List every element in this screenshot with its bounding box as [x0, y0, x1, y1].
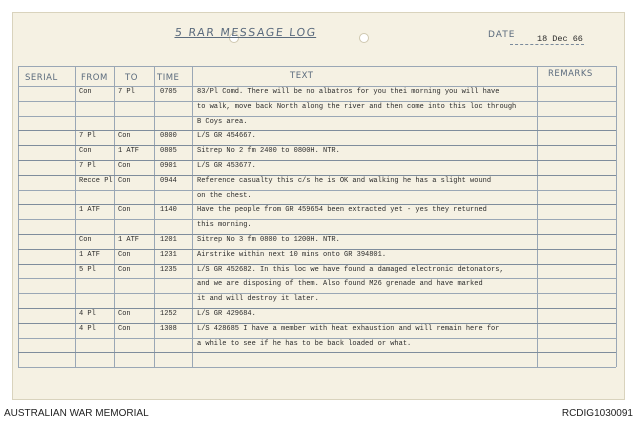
cell-from: 1 ATF	[79, 206, 101, 215]
cell-text: L/S GR 454667.	[197, 132, 256, 141]
cell-text: and we are disposing of them. Also found M26 grenade and have marked	[197, 280, 483, 289]
footer-id: RCDIG1030091	[561, 408, 633, 419]
cell-time: 0901	[160, 162, 177, 170]
cell-text: B Coys area.	[197, 117, 248, 126]
row-separator	[18, 352, 616, 353]
cell-time: 1308	[160, 324, 177, 333]
cell-time: 1140	[160, 206, 177, 215]
cell-text: to walk, move back North along the river and then come into this loc through	[197, 102, 517, 111]
cell-text: Sitrep No 2 fm 2400 to 0800H. NTR.	[197, 147, 340, 156]
cell-text: Reference casualty this c/s he is OK and walking he has a slight wound	[197, 176, 492, 185]
cell-to: 1 ATF	[118, 236, 140, 244]
cell-text: on the chest.	[197, 191, 252, 200]
row-separator	[18, 323, 616, 324]
cell-text: it and will destroy it later.	[197, 295, 319, 304]
cell-to: 1 ATF	[118, 147, 140, 156]
cell-text: Airstrike within next 10 mins onto GR 394801.	[197, 250, 387, 259]
cell-text: this morning.	[197, 221, 252, 230]
punch-hole	[359, 33, 369, 43]
cell-time: 0800	[160, 132, 177, 141]
column-divider	[616, 66, 617, 367]
cell-text: a while to see if he has to be back loaded or what.	[197, 339, 412, 348]
cell-time: 0705	[160, 88, 177, 96]
ruled-line	[18, 219, 616, 220]
page-title: 5 RAR MESSAGE LOG	[174, 26, 318, 39]
ruled-line	[18, 367, 616, 368]
cell-to: Con	[118, 250, 131, 259]
cell-to: Con	[118, 265, 131, 274]
cell-from: 7 Pl	[79, 132, 96, 141]
cell-from: Con	[79, 88, 92, 96]
ruled-line	[18, 190, 616, 191]
cell-to: 7 Pl	[118, 88, 135, 96]
cell-from: Con	[79, 236, 92, 244]
date-label: DATE	[488, 30, 516, 40]
ruled-line	[18, 293, 616, 294]
cell-from: 7 Pl	[79, 162, 96, 170]
cell-text: Have the people from GR 459654 been extracted yet - yes they returned	[197, 206, 487, 215]
cell-to: Con	[118, 324, 131, 333]
cell-text: Sitrep No 3 fm 0800 to 1200H. NTR.	[197, 236, 340, 244]
row-separator	[18, 308, 616, 309]
cell-to: Con	[118, 310, 131, 318]
column-header-to: TO	[125, 73, 138, 83]
row-separator	[18, 175, 616, 176]
cell-from: 4 Pl	[79, 324, 96, 333]
ruled-line	[18, 86, 616, 87]
cell-time: 1231	[160, 250, 177, 259]
row-separator	[18, 249, 616, 250]
ruled-line	[18, 116, 616, 117]
cell-from: 1 ATF	[79, 250, 101, 259]
cell-from: 5 Pl	[79, 265, 96, 274]
cell-from: 4 Pl	[79, 310, 96, 318]
row-separator	[18, 145, 616, 146]
cell-text: L/S GR 453677.	[197, 162, 256, 170]
row-separator	[18, 160, 616, 161]
cell-to: Con	[118, 132, 131, 141]
row-separator	[18, 234, 616, 235]
cell-to: Con	[118, 176, 131, 185]
column-header-time: TIME	[157, 73, 180, 83]
cell-text: L/S GR 452682. In this loc we have found a damaged electronic detonators,	[197, 265, 504, 274]
date-underline	[510, 44, 584, 45]
cell-text: L/S 428685 I have a member with heat exhaustion and will remain here for	[197, 324, 500, 333]
footer-source: AUSTRALIAN WAR MEMORIAL	[4, 408, 149, 419]
column-header-from: FROM	[81, 73, 108, 83]
ruled-line	[18, 101, 616, 102]
column-header-serial: SERIAL	[25, 73, 58, 83]
cell-to: Con	[118, 162, 131, 170]
ruled-line	[18, 338, 616, 339]
cell-time: 0805	[160, 147, 177, 156]
row-separator	[18, 204, 616, 205]
cell-time: 1201	[160, 236, 177, 244]
cell-to: Con	[118, 206, 131, 215]
header-rule	[18, 66, 616, 67]
cell-text: L/S GR 429684.	[197, 310, 256, 318]
cell-from: Con	[79, 147, 92, 156]
cell-time: 1235	[160, 265, 177, 274]
row-separator	[18, 130, 616, 131]
cell-time: 1252	[160, 310, 177, 318]
column-header-text: TEXT	[290, 71, 314, 81]
cell-from: Recce Pl	[79, 176, 113, 185]
ruled-line	[18, 278, 616, 279]
row-separator	[18, 264, 616, 265]
date-value: 18 Dec 66	[537, 34, 583, 44]
column-header-remarks: REMARKS	[548, 69, 593, 79]
cell-time: 0944	[160, 176, 177, 185]
cell-text: 83/Pl Comd. There will be no albatros for you thei morning you will have	[197, 88, 500, 96]
